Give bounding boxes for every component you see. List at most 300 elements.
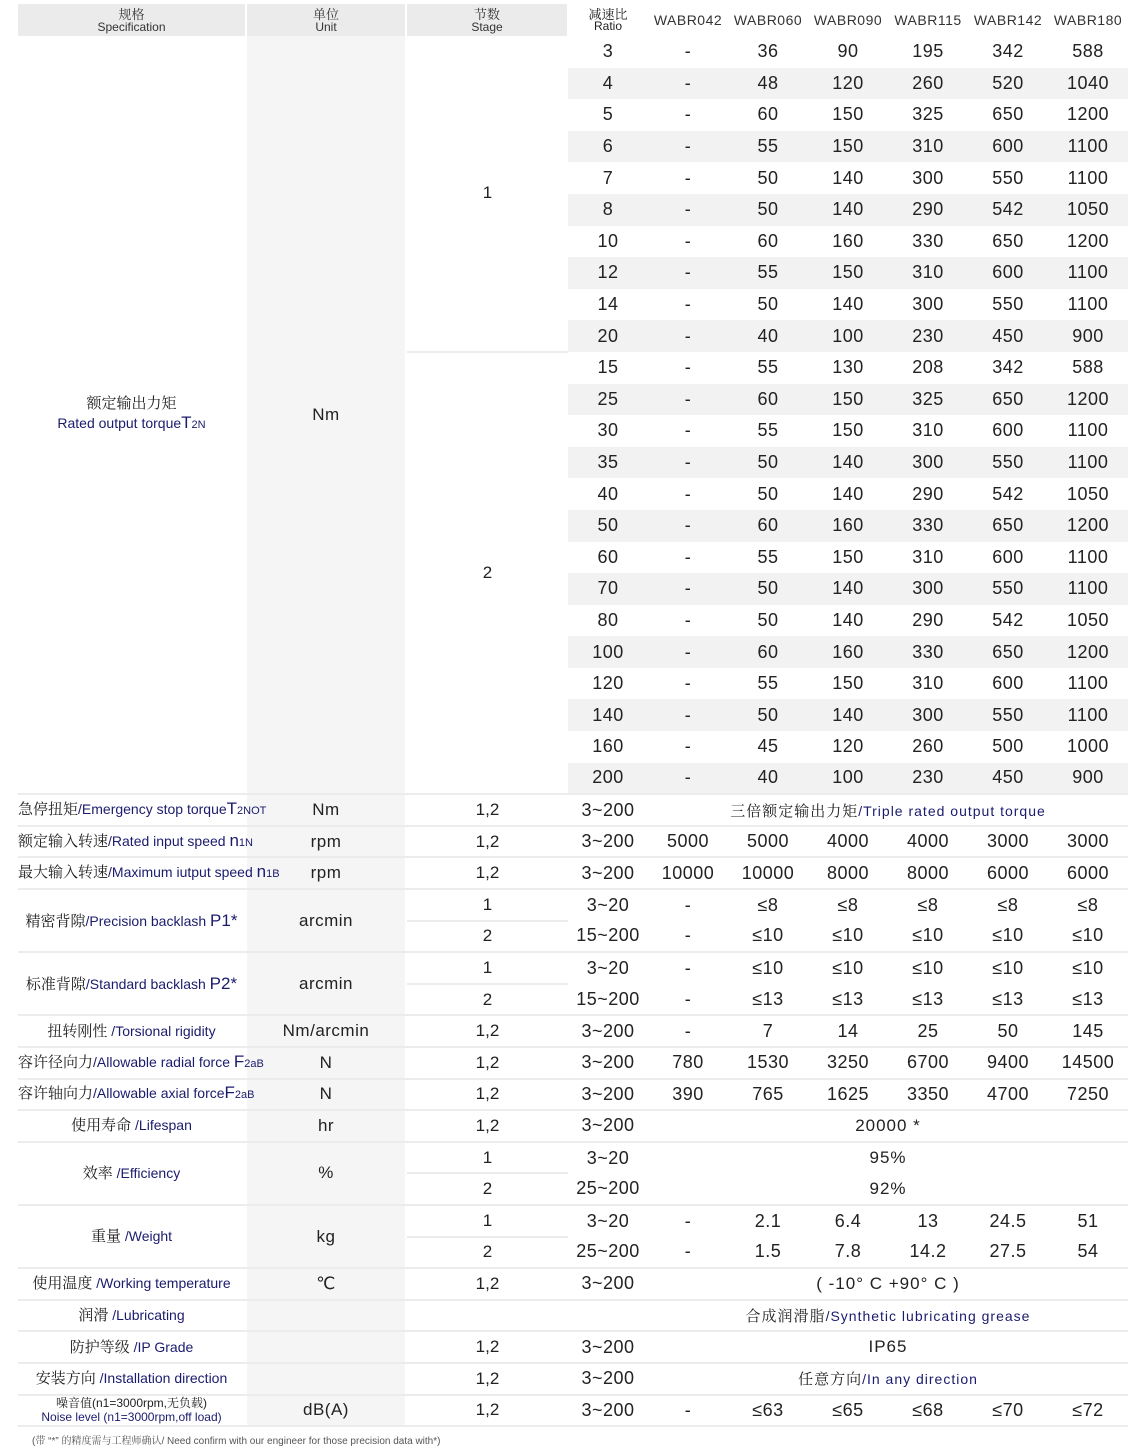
label-subscript: 1B bbox=[266, 868, 280, 881]
value-cell: 300 bbox=[888, 573, 968, 605]
value-cell: 310 bbox=[912, 673, 944, 694]
stage-cell: 1,2 bbox=[406, 1015, 568, 1047]
value-cell: 6000 bbox=[968, 857, 1048, 889]
spec-table bbox=[18, 4, 1129, 1427]
table-row bbox=[18, 1047, 1128, 1079]
value-cell: 130 bbox=[832, 357, 864, 378]
value-cell: 3250 bbox=[808, 1047, 888, 1079]
value-cell: - bbox=[648, 573, 728, 605]
span-cn: 合成润滑脂 bbox=[745, 1308, 826, 1326]
value-cell: ≤65 bbox=[808, 1395, 888, 1427]
value-cell: 290 bbox=[912, 483, 944, 504]
ratio-cell: 100 bbox=[568, 636, 648, 668]
ratio-cell: 25 bbox=[568, 384, 648, 416]
value-cell: 4700 bbox=[968, 1079, 1048, 1111]
table-row bbox=[18, 1395, 1128, 1427]
label-text bbox=[57, 394, 205, 435]
value-cell: 1100 bbox=[1067, 420, 1109, 441]
value-cell: ≤10 bbox=[808, 921, 888, 953]
value-cell: 325 bbox=[912, 104, 944, 125]
label-text bbox=[26, 974, 237, 994]
label-cn: 使用寿命 bbox=[71, 1117, 132, 1135]
value-cell: - bbox=[684, 167, 692, 188]
ratio-cell: 7 bbox=[602, 167, 614, 188]
stage-cell: 2 bbox=[406, 984, 568, 1016]
label-text bbox=[78, 1306, 184, 1325]
value-cell: ≤10 bbox=[968, 921, 1048, 953]
value-cell: 300 bbox=[912, 167, 944, 188]
label-cn: 重量 bbox=[90, 1228, 121, 1246]
table-row bbox=[18, 1300, 1128, 1332]
label-symbol: P1* bbox=[210, 910, 238, 930]
ratio-cell: 3~200 bbox=[568, 1395, 648, 1427]
ratio-cell: 14 bbox=[597, 294, 619, 315]
value-cell: 55 bbox=[757, 357, 779, 378]
value-cell: ≤10 bbox=[1072, 958, 1104, 979]
value-cell: 600 bbox=[992, 420, 1024, 441]
value-cell: 50 bbox=[757, 609, 779, 630]
label-cn: 额定输入转速 bbox=[18, 832, 109, 850]
table-row bbox=[18, 36, 1128, 68]
value-cell: 150 bbox=[832, 104, 864, 125]
value-cell: 330 bbox=[888, 510, 968, 542]
value-cell: 765 bbox=[728, 1079, 808, 1111]
value-cell: 8000 bbox=[808, 857, 888, 889]
value-cell: ≤10 bbox=[1048, 921, 1128, 953]
label-symbol: F bbox=[233, 1051, 245, 1071]
value-cell: 1050 bbox=[1066, 483, 1110, 504]
row-label bbox=[18, 1268, 246, 1300]
value-cell: 50 bbox=[728, 194, 808, 226]
value-cell: 150 bbox=[832, 420, 864, 441]
header-model: WABR090 bbox=[808, 4, 888, 36]
value-cell: 100 bbox=[808, 763, 888, 795]
header-ratio bbox=[568, 4, 648, 36]
value-cell: 7.8 bbox=[808, 1237, 888, 1269]
label-symbol: P2* bbox=[209, 973, 238, 993]
value-cell: 150 bbox=[808, 257, 888, 289]
ratio-cell: 3 bbox=[602, 41, 614, 62]
value-cell: 1100 bbox=[1067, 673, 1109, 694]
label-cn: 噪音值(n1=3000rpm,无负载) bbox=[55, 1396, 208, 1411]
value-cell: 208 bbox=[912, 357, 944, 378]
label-en: /Maximum iutput speed bbox=[108, 864, 257, 881]
ratio-cell: 3~200 bbox=[568, 1331, 648, 1363]
label-en: /Emergency stop torque bbox=[78, 801, 227, 818]
label-symbol: T bbox=[226, 799, 238, 819]
value-cell: - bbox=[684, 736, 692, 757]
span-text: 95% bbox=[869, 1148, 907, 1168]
stage-cell: 1,2 bbox=[406, 826, 568, 858]
value-cell: 310 bbox=[912, 546, 944, 567]
value-cell: 4000 bbox=[888, 826, 968, 858]
value-cell: 900 bbox=[1048, 763, 1128, 795]
value-cell: 50 bbox=[728, 573, 808, 605]
span-value-cell bbox=[648, 1110, 1128, 1142]
value-cell: 290 bbox=[912, 609, 944, 630]
table-row bbox=[18, 857, 1128, 889]
value-cell: 140 bbox=[808, 447, 888, 479]
unit-cell: rpm bbox=[246, 826, 406, 858]
ratio-cell: 6 bbox=[568, 131, 648, 163]
unit-cell bbox=[246, 1300, 406, 1332]
value-cell: - bbox=[684, 546, 692, 567]
value-cell: 6000 bbox=[1048, 857, 1128, 889]
value-cell: 120 bbox=[808, 68, 888, 100]
value-cell: 450 bbox=[968, 763, 1048, 795]
stage-cell: 1,2 bbox=[406, 1331, 568, 1363]
ratio-cell: 140 bbox=[568, 699, 648, 731]
ratio-cell bbox=[568, 1300, 648, 1332]
value-cell: 520 bbox=[968, 68, 1048, 100]
ratio-cell: 3~20 bbox=[586, 1210, 630, 1231]
unit-cell: N bbox=[246, 1047, 406, 1079]
label-en: /Working temperature bbox=[92, 1275, 231, 1292]
value-cell: 50 bbox=[728, 699, 808, 731]
value-cell: - bbox=[684, 483, 692, 504]
value-cell: - bbox=[684, 104, 692, 125]
value-cell: 260 bbox=[912, 736, 944, 757]
ratio-cell: 30 bbox=[597, 420, 619, 441]
header-model: WABR042 bbox=[648, 4, 728, 36]
value-cell: ≤13 bbox=[1048, 984, 1128, 1016]
label-text bbox=[18, 862, 280, 884]
table-row bbox=[18, 826, 1128, 858]
value-cell: 5000 bbox=[648, 826, 728, 858]
label-text bbox=[70, 1338, 194, 1357]
table-row bbox=[18, 1268, 1128, 1300]
value-cell: 100 bbox=[808, 320, 888, 352]
value-cell: 55 bbox=[728, 131, 808, 163]
value-cell: - bbox=[648, 320, 728, 352]
value-cell: 1200 bbox=[1066, 104, 1110, 125]
label-subscript: 2aB bbox=[234, 1089, 255, 1102]
value-cell: 55 bbox=[757, 673, 779, 694]
row-label bbox=[18, 1205, 246, 1268]
value-cell: 600 bbox=[992, 546, 1024, 567]
value-cell: 588 bbox=[1072, 41, 1104, 62]
row-label bbox=[18, 1331, 246, 1363]
span-value-cell bbox=[648, 1363, 1128, 1395]
value-cell: 14500 bbox=[1048, 1047, 1128, 1079]
value-cell: - bbox=[648, 68, 728, 100]
value-cell: - bbox=[648, 1395, 728, 1427]
value-cell: 195 bbox=[912, 41, 944, 62]
table-row bbox=[18, 1110, 1128, 1142]
value-cell: 1530 bbox=[728, 1047, 808, 1079]
header-unit-cn: 单位 bbox=[312, 6, 339, 22]
value-cell: 230 bbox=[888, 320, 968, 352]
value-cell: - bbox=[684, 673, 692, 694]
table-row bbox=[18, 1331, 1128, 1363]
value-cell: 500 bbox=[992, 736, 1024, 757]
header-model: WABR115 bbox=[888, 4, 968, 36]
table-row bbox=[18, 952, 1128, 984]
table-row bbox=[18, 794, 1128, 826]
value-cell: 310 bbox=[888, 257, 968, 289]
label-en: /Efficiency bbox=[112, 1164, 181, 1181]
ratio-cell: 3~200 bbox=[568, 1079, 648, 1111]
value-cell: - bbox=[648, 699, 728, 731]
value-cell: ≤10 bbox=[912, 958, 944, 979]
value-cell: ≤8 bbox=[997, 894, 1019, 915]
value-cell: 60 bbox=[728, 636, 808, 668]
row-label bbox=[18, 826, 253, 858]
table-row bbox=[18, 889, 1128, 921]
row-label bbox=[18, 889, 246, 952]
stage-cell: 1,2 bbox=[406, 794, 568, 826]
ratio-cell: 3~20 bbox=[586, 894, 630, 915]
label-text bbox=[71, 1116, 192, 1135]
value-cell: 40 bbox=[728, 763, 808, 795]
value-cell: 310 bbox=[912, 420, 944, 441]
row-label bbox=[18, 1363, 246, 1395]
label-subscript: 2NOT bbox=[237, 805, 267, 818]
label-en: /IP Grade bbox=[129, 1338, 194, 1355]
ratio-cell: 3~200 bbox=[568, 1268, 648, 1300]
value-cell: 55 bbox=[757, 420, 779, 441]
stage-cell: 2 bbox=[406, 1237, 568, 1269]
ratio-cell: 3~20 bbox=[586, 1147, 630, 1168]
ratio-cell: 10 bbox=[597, 230, 619, 251]
label-symbol: T bbox=[181, 413, 192, 433]
ratio-cell: 8 bbox=[568, 194, 648, 226]
value-cell: 140 bbox=[808, 194, 888, 226]
value-cell: 1.5 bbox=[728, 1237, 808, 1269]
value-cell: ≤68 bbox=[888, 1395, 968, 1427]
value-cell: 60 bbox=[757, 230, 779, 251]
ratio-cell: 12 bbox=[568, 257, 648, 289]
value-cell: ≤63 bbox=[728, 1395, 808, 1427]
label-cn: 标准背隙 bbox=[25, 975, 86, 993]
span-text: IP65 bbox=[868, 1337, 908, 1357]
label-cn: 精密背隙 bbox=[25, 912, 86, 930]
value-cell: 1625 bbox=[808, 1079, 888, 1111]
value-cell: 600 bbox=[968, 131, 1048, 163]
unit-cell: hr bbox=[246, 1110, 406, 1142]
label-en: /Lifespan bbox=[131, 1117, 192, 1134]
value-cell: 160 bbox=[808, 636, 888, 668]
value-cell: 25 bbox=[888, 1015, 968, 1047]
value-cell: 650 bbox=[968, 510, 1048, 542]
span-value-cell bbox=[648, 1142, 1128, 1174]
value-cell: ≤10 bbox=[728, 921, 808, 953]
value-cell: 160 bbox=[832, 230, 864, 251]
stage-cell: 1,2 bbox=[406, 857, 568, 889]
value-cell: - bbox=[648, 763, 728, 795]
value-cell: 325 bbox=[888, 384, 968, 416]
header-stage bbox=[406, 4, 568, 36]
value-cell: 24.5 bbox=[989, 1210, 1027, 1231]
value-cell: 550 bbox=[968, 573, 1048, 605]
label-cn: 效率 bbox=[82, 1164, 113, 1182]
value-cell: 140 bbox=[808, 699, 888, 731]
label-en: /Torsional rigidity bbox=[107, 1022, 216, 1039]
row-label bbox=[18, 1142, 246, 1205]
label-subscript: 2aB bbox=[244, 1057, 264, 1070]
label-text bbox=[18, 1083, 255, 1105]
value-cell: 13 bbox=[917, 1210, 939, 1231]
label-en: /Weight bbox=[120, 1228, 173, 1245]
label-text bbox=[83, 1164, 180, 1183]
value-cell: 150 bbox=[832, 546, 864, 567]
stage-cell: 2 bbox=[406, 1173, 568, 1205]
stage-cell: 1 bbox=[406, 36, 568, 352]
value-cell: 230 bbox=[888, 763, 968, 795]
value-cell: 1100 bbox=[1048, 131, 1128, 163]
value-cell: - bbox=[648, 921, 728, 953]
value-cell: 290 bbox=[888, 194, 968, 226]
row-label bbox=[18, 1300, 246, 1332]
row-label bbox=[18, 1015, 246, 1047]
ratio-cell: 15~200 bbox=[568, 921, 648, 953]
spec-table-container bbox=[18, 4, 1128, 1427]
table-row bbox=[18, 1015, 1128, 1047]
value-cell: 1100 bbox=[1048, 699, 1128, 731]
value-cell: ≤10 bbox=[888, 921, 968, 953]
label-cn: 容许径向力 bbox=[18, 1053, 94, 1071]
value-cell: 1100 bbox=[1067, 167, 1109, 188]
value-cell: 330 bbox=[888, 636, 968, 668]
value-cell: 1100 bbox=[1048, 257, 1128, 289]
value-cell: 1200 bbox=[1048, 510, 1128, 542]
unit-cell: % bbox=[246, 1142, 406, 1205]
value-cell: 160 bbox=[808, 510, 888, 542]
value-cell: ≤10 bbox=[752, 958, 784, 979]
value-cell: 450 bbox=[968, 320, 1048, 352]
value-cell: 45 bbox=[757, 736, 779, 757]
ratio-cell: 3~200 bbox=[568, 1363, 648, 1395]
value-cell: 7 bbox=[728, 1015, 808, 1047]
label-cn: 扭转刚性 bbox=[47, 1022, 108, 1040]
header-spec-cn: 规格 bbox=[118, 6, 145, 22]
ratio-cell: 5 bbox=[602, 104, 614, 125]
unit-cell bbox=[246, 1363, 406, 1395]
value-cell: 55 bbox=[728, 257, 808, 289]
value-cell: 300 bbox=[912, 294, 944, 315]
value-cell: 50 bbox=[757, 167, 779, 188]
label-text bbox=[26, 911, 238, 931]
stage-cell: 2 bbox=[406, 921, 568, 953]
value-cell: 150 bbox=[832, 673, 864, 694]
header-stage-cn: 节数 bbox=[473, 6, 500, 22]
unit-cell: kg bbox=[246, 1205, 406, 1268]
unit-cell: ℃ bbox=[246, 1268, 406, 1300]
label-en: /Allowable radial force bbox=[93, 1053, 234, 1070]
value-cell: ≤10 bbox=[992, 958, 1024, 979]
value-cell: 600 bbox=[992, 673, 1024, 694]
value-cell: 9400 bbox=[968, 1047, 1048, 1079]
row-label bbox=[18, 857, 280, 889]
value-cell: ≤13 bbox=[968, 984, 1048, 1016]
header-model: WABR142 bbox=[968, 4, 1048, 36]
value-cell: ≤8 bbox=[1077, 894, 1099, 915]
value-cell: - bbox=[648, 257, 728, 289]
row-label bbox=[18, 1110, 246, 1142]
value-cell: - bbox=[648, 510, 728, 542]
span-value-cell bbox=[648, 1300, 1128, 1332]
value-cell: 3000 bbox=[1048, 826, 1128, 858]
value-cell: 150 bbox=[808, 131, 888, 163]
value-cell: - bbox=[684, 41, 692, 62]
span-en: /Triple rated output torque bbox=[858, 802, 1046, 819]
row-label bbox=[18, 1395, 246, 1427]
value-cell: 588 bbox=[1072, 357, 1104, 378]
value-cell: 550 bbox=[992, 167, 1024, 188]
ratio-cell: 3~200 bbox=[568, 794, 648, 826]
value-cell: 10000 bbox=[728, 857, 808, 889]
value-cell: 50 bbox=[728, 447, 808, 479]
stage-cell: 1 bbox=[406, 952, 568, 984]
value-cell: 60 bbox=[728, 510, 808, 542]
value-cell: 1100 bbox=[1048, 447, 1128, 479]
value-cell: ≤10 bbox=[832, 958, 864, 979]
stage-cell: 1,2 bbox=[406, 1079, 568, 1111]
ratio-cell: 35 bbox=[568, 447, 648, 479]
label-text bbox=[47, 1022, 215, 1041]
label-subscript: 1N bbox=[238, 836, 253, 849]
value-cell: - bbox=[684, 609, 692, 630]
stage-cell: 1,2 bbox=[406, 1395, 568, 1427]
value-cell: 140 bbox=[808, 573, 888, 605]
ratio-cell: 50 bbox=[568, 510, 648, 542]
unit-cell: Nm bbox=[246, 36, 406, 794]
value-cell: - bbox=[684, 294, 692, 315]
value-cell: 54 bbox=[1048, 1237, 1128, 1269]
label-text bbox=[18, 831, 253, 853]
unit-cell bbox=[246, 1331, 406, 1363]
stage-cell: 1,2 bbox=[406, 1268, 568, 1300]
unit-cell: rpm bbox=[246, 857, 406, 889]
value-cell: 51 bbox=[1077, 1210, 1099, 1231]
value-cell: 140 bbox=[832, 483, 864, 504]
value-cell: 90 bbox=[837, 41, 859, 62]
value-cell: 300 bbox=[888, 699, 968, 731]
value-cell: ≤70 bbox=[968, 1395, 1048, 1427]
value-cell: 3000 bbox=[968, 826, 1048, 858]
value-cell: 140 bbox=[832, 167, 864, 188]
stage-cell: 1,2 bbox=[406, 1110, 568, 1142]
row-label bbox=[18, 1047, 264, 1079]
value-cell: 342 bbox=[992, 357, 1024, 378]
value-cell: 650 bbox=[992, 104, 1024, 125]
unit-cell: Nm bbox=[246, 794, 406, 826]
value-cell: - bbox=[684, 230, 692, 251]
ratio-cell: 3~200 bbox=[568, 1015, 648, 1047]
row-label bbox=[18, 952, 246, 1015]
value-cell: - bbox=[648, 1015, 728, 1047]
value-cell: - bbox=[684, 357, 692, 378]
value-cell: 60 bbox=[757, 104, 779, 125]
span-value-cell bbox=[648, 794, 1128, 826]
ratio-cell: 3~200 bbox=[568, 826, 648, 858]
value-cell: 550 bbox=[992, 294, 1024, 315]
span-en: /Synthetic lubricating grease bbox=[825, 1308, 1031, 1325]
ratio-cell: 40 bbox=[597, 483, 619, 504]
table-row bbox=[18, 1079, 1128, 1111]
value-cell: 10000 bbox=[648, 857, 728, 889]
header-specification bbox=[18, 4, 246, 36]
value-cell: 6.4 bbox=[834, 1210, 862, 1231]
value-cell: 342 bbox=[992, 41, 1024, 62]
label-cn: 额定输出力矩 bbox=[86, 395, 177, 413]
value-cell: 650 bbox=[968, 636, 1048, 668]
row-label bbox=[18, 794, 267, 826]
span-en: /In any direction bbox=[862, 1371, 978, 1388]
value-cell: 300 bbox=[888, 447, 968, 479]
label-cn: 容许轴向力 bbox=[18, 1085, 94, 1103]
value-cell: - bbox=[648, 984, 728, 1016]
